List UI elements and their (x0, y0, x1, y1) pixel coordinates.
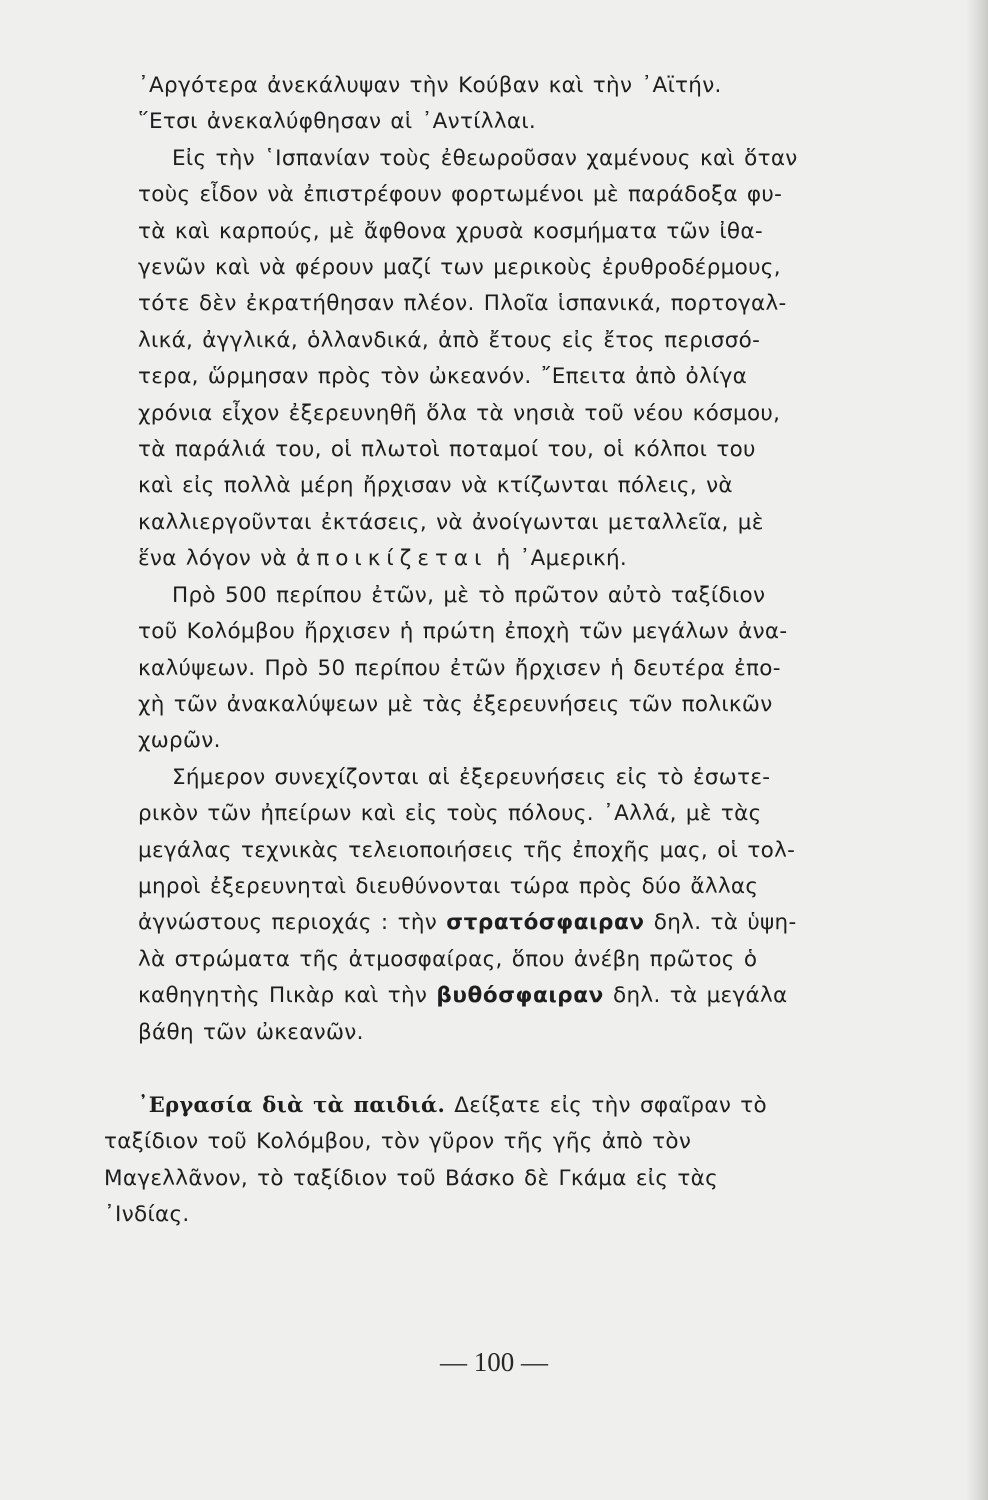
text-line (104, 978, 896, 1014)
text-line: χὴ τῶν ἀνακαλύψεων μὲ τὰς ἐξερευνήσεις τῶν πολικῶν (138, 691, 773, 717)
text-line: ᾿Αργότερα ἀνεκάλυψαν τὴν Κούβαν καὶ τὴν ᾿Αϊτήν. (138, 73, 722, 98)
text-line: βάθη τῶν ὠκεανῶν. (138, 1019, 364, 1045)
text-line: ρικὸν τῶν ἠπείρων καὶ εἰς τοὺς πόλους. ᾿Αλλά, μὲ τὰς (138, 801, 762, 827)
text-line: ταξίδιον τοῦ Κολόμβου, τὸν γῦρον τῆς γῆς ἀπὸ τὸν (104, 1129, 692, 1155)
page-body (104, 68, 896, 1234)
text-line: Πρὸ 500 περίπου ἐτῶν, μὲ τὸ πρῶτον αὐτὸ ταξίδιον (172, 582, 766, 608)
spaced-word: ἀποικίζεται (296, 546, 488, 572)
text-line: τότε δὲν ἐκρατήθησαν πλέον. Πλοῖα ἱσπανικά, πορτογαλ- (138, 291, 787, 317)
text-line: Μαγελλᾶνον, τὸ ταξίδιον τοῦ Βάσκο δὲ Γκάμα εἰς τὰς (104, 1165, 719, 1191)
text-fragment: δηλ. τὰ μεγάλα (603, 983, 788, 1009)
text-line: καλύψεων. Πρὸ 50 περίπου ἐτῶν ἤρχισεν ἡ δευτέρα ἐπο- (138, 655, 781, 681)
text-line: τὰ καὶ καρπούς, μὲ ἄφθονα χρυσὰ κοσμήματα τῶν ἰθα- (138, 218, 763, 244)
text-line: ῞Ετσι ἀνεκαλύφθησαν αἱ ᾿Αντίλλαι. (138, 109, 537, 135)
text-fragment: ἡ ᾿Αμερική. (487, 546, 628, 572)
text-line: μεγάλας τεχνικὰς τελειοποιήσεις τῆς ἐποχῆς μας, οἱ τολ- (138, 837, 796, 863)
text-line: τοὺς εἶδον νὰ ἐπιστρέφουν φορτωμένοι μὲ παράδοξα φυ- (138, 182, 783, 208)
text-line: χρόνια εἶχον ἐξερευνηθῆ ὅλα τὰ νησιὰ τοῦ νέου κόσμου, (138, 400, 781, 426)
term-bathysphere: βυθόσφαιραν (436, 983, 604, 1009)
text-line: χωρῶν. (138, 728, 221, 754)
paragraph-spain-return (104, 141, 896, 578)
text-fragment: ἀγνώστους περιοχάς : τὴν (138, 910, 447, 936)
text-line: τερα, ὥρμησαν πρὸς τὸν ὠκεανόν. ῎Επειτα ἀπὸ ὀλίγα (138, 364, 748, 390)
text-line (104, 905, 896, 941)
text-line: ᾿Ινδίας. (104, 1202, 190, 1228)
text-line: Εἰς τὴν ῾Ισπανίαν τοὺς ἐθεωροῦσαν χαμένους καὶ ὅταν (172, 145, 798, 171)
term-stratosphere: στρατόσφαιραν (446, 910, 645, 936)
text-fragment: Δείξατε εἰς τὴν σφαῖραν τὸ (445, 1092, 767, 1118)
paragraph-modern-exploration (104, 760, 896, 1051)
text-line: γενῶν καὶ νὰ φέρουν μαζί των μερικοὺς ἐρυθροδέρμους, (138, 255, 781, 281)
text-line: καὶ εἰς πολλὰ μέρη ἤρχισαν νὰ κτίζωνται πόλεις, νὰ (138, 473, 733, 499)
paragraph-discovery-eras (104, 578, 896, 760)
text-fragment: ἕνα λόγον νὰ (138, 546, 297, 572)
exercise-heading: ᾿Εργασία διὰ τὰ παιδιά. (138, 1091, 446, 1117)
text-line: μηροὶ ἐξερευνηταὶ διευθύνονται τώρα πρὸς δύο ἄλλας (138, 873, 759, 899)
text-line: καλλιεργοῦνται ἐκτάσεις, νὰ ἀνοίγωνται μεταλλεῖα, μὲ (138, 509, 764, 535)
paragraph-gap (104, 1051, 896, 1087)
text-line: λικά, ἀγγλικά, ὁλλανδικά, ἀπὸ ἔτους εἰς ἔτος περισσό- (138, 327, 761, 353)
text-line: τὰ παράλιά του, οἱ πλωτοὶ ποταμοί του, οἱ κόλποι του (138, 437, 756, 463)
text-line: λὰ στρώματα τῆς ἀτμοσφαίρας, ὅπου ἀνέβη πρῶτος ὁ (138, 946, 758, 972)
paragraph-antilles (104, 68, 896, 141)
text-fragment: δηλ. τὰ ὑψη- (644, 910, 797, 936)
page-edge-shadow (966, 0, 988, 1500)
text-line (104, 1087, 896, 1124)
exercise-section (104, 1087, 896, 1234)
text-line (104, 541, 896, 577)
page-number: — 100 — (440, 1347, 548, 1377)
text-line: Σήμερον συνεχίζονται αἱ ἐξερευνήσεις εἰς τὸ ἐσωτε- (172, 764, 771, 790)
text-fragment: καθηγητὴς Πικὰρ καὶ τὴν (138, 983, 437, 1009)
text-line: τοῦ Κολόμβου ἤρχισεν ἡ πρώτη ἐποχὴ τῶν μεγάλων ἀνα- (138, 619, 788, 645)
